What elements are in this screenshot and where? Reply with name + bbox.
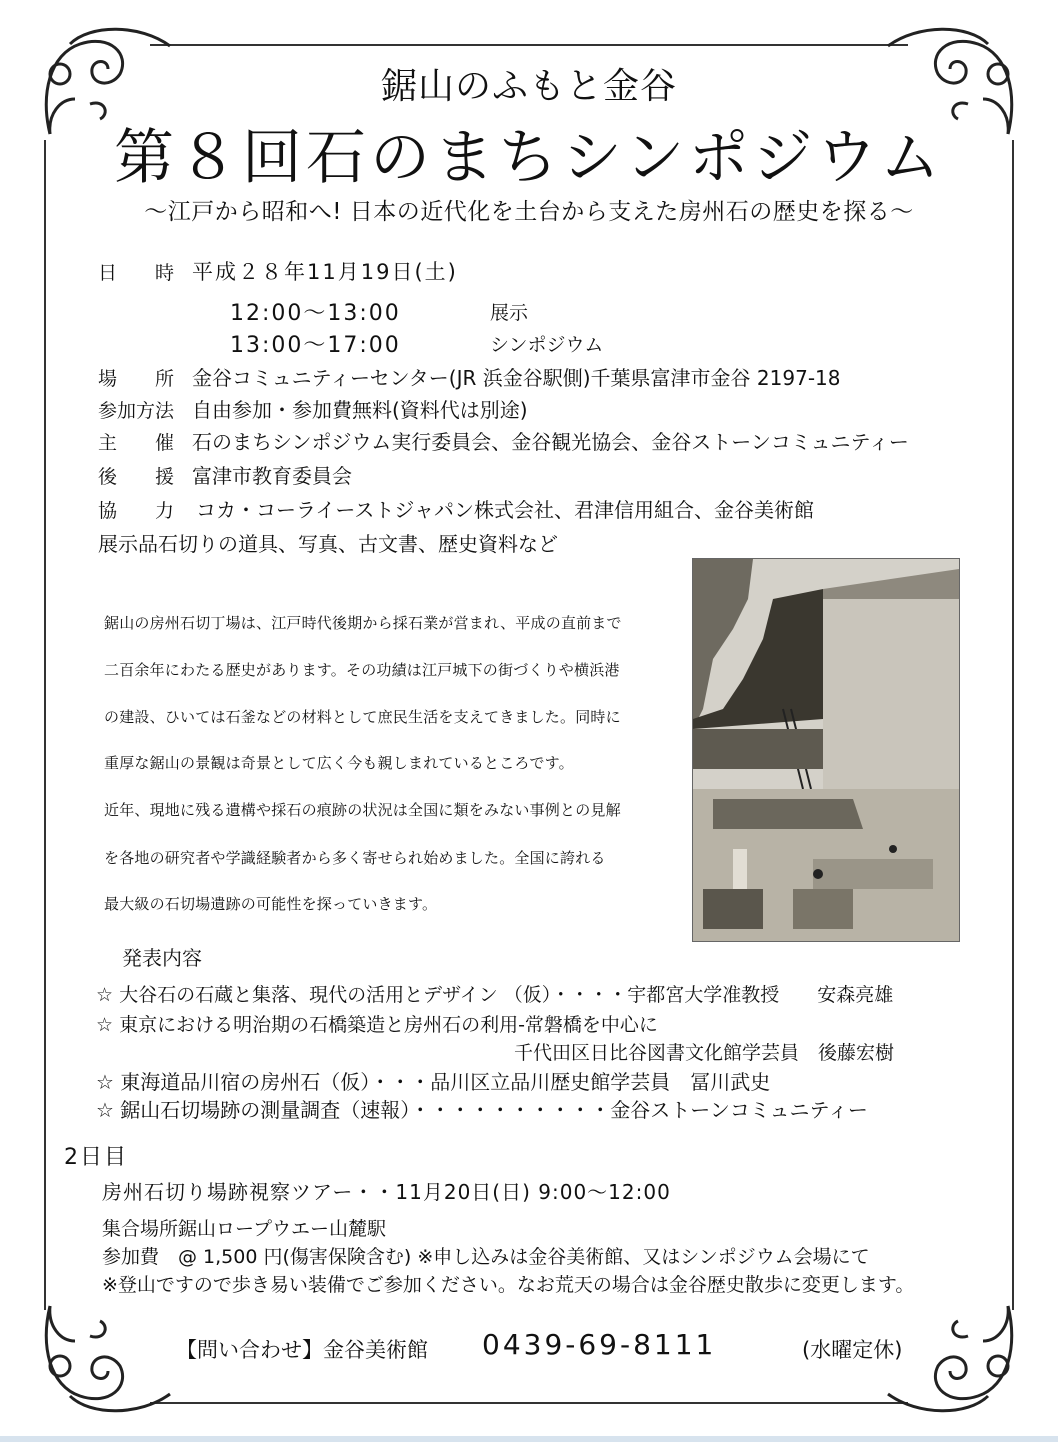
presentation-item-2-speaker: 千代田区日比谷図書文化館学芸員 後藤宏樹 xyxy=(514,1042,895,1064)
place-value: 金谷コミュニティーセンター(JR 浜金谷駅側)千葉県富津市金谷 2197-18 xyxy=(192,366,841,390)
event-subtitle: 鋸山のふもと金谷 xyxy=(380,66,677,107)
description-line-4: 重厚な鋸山の景観は奇景として広く今も親しまれているところです。 xyxy=(104,754,574,772)
coop-label: 協 力 xyxy=(98,500,175,522)
description-line-6: を各地の研究者や学識経験者から多く寄せられ始めました。全国に誇れる xyxy=(104,849,606,867)
contact-closed: (水曜定休) xyxy=(802,1338,903,1362)
date-label: 日 時 xyxy=(98,262,175,284)
presentation-item-1: ☆ 大谷石の石蔵と集落、現代の活用とデザイン （仮）・・・・宇都宮大学准教授 安森亮雄 xyxy=(96,984,894,1006)
frame-top-line xyxy=(150,44,908,46)
support-label: 後 援 xyxy=(98,466,175,488)
description-line-1: 鋸山の房州石切丁場は、江戸時代後期から採石業が営まれ、平成の直前まで xyxy=(104,614,622,632)
schedule-event-1: 展示 xyxy=(490,302,529,324)
schedule-time-2: 13:00〜17:00 xyxy=(230,333,401,358)
day2-fee: 参加費 @ 1,500 円(傷害保険含む) ※申し込みは金谷美術館、又はシンポジウム会場にて xyxy=(102,1246,870,1268)
corner-ornament-bottom-left xyxy=(30,1296,180,1426)
support-value: 富津市教育委員会 xyxy=(192,464,352,488)
day2-note: ※登山ですので歩き易い装備でご参加ください。なお荒天の場合は金谷歴史散歩に変更します。 xyxy=(102,1274,915,1296)
host-value: 石のまちシンポジウム実行委員会、金谷観光協会、金谷ストーンコミュニティー xyxy=(192,430,909,454)
presentation-item-3: ☆ 東海道品川宿の房州石（仮）・・・品川区立品川歴史館学芸員 冨川武史 xyxy=(96,1070,771,1094)
frame-right-line xyxy=(1012,140,1014,1310)
description-line-3: の建設、ひいては石釜などの材料として庶民生活を支えてきました。同時に xyxy=(104,708,621,726)
coop-value: コカ・コーライーストジャパン株式会社、君津信用組合、金谷美術館 xyxy=(196,498,814,522)
day2-heading: 2日目 xyxy=(64,1145,128,1170)
schedule-time-1: 12:00〜13:00 xyxy=(230,301,401,326)
day2-meeting: 集合場所鋸山ロープウエー山麓駅 xyxy=(102,1218,387,1240)
presentations-heading: 発表内容 xyxy=(122,946,202,970)
date-value: 平成２８年11月19日(土) xyxy=(192,260,458,284)
presentation-item-4: ☆ 鋸山石切場跡の測量調査（速報）・・・・・・・・・・金谷ストーンコミュニティー xyxy=(96,1098,868,1122)
event-tagline: 〜江戸から昭和へ! 日本の近代化を土台から支えた房州石の歴史を探る〜 xyxy=(144,199,914,225)
host-label: 主 催 xyxy=(98,432,175,454)
place-label: 場 所 xyxy=(98,368,175,390)
description-line-2: 二百余年にわたる歴史があります。その功績は江戸城下の街づくりや横浜港 xyxy=(104,661,620,679)
event-title: 第８回石のまちシンポジウム xyxy=(114,123,944,193)
description-line-5: 近年、現地に残る遺構や採石の痕跡の状況は全国に類をみない事例との見解 xyxy=(104,801,621,819)
presentation-item-2: ☆ 東京における明治期の石橋築造と房州石の利用-常磐橋を中心に xyxy=(96,1014,658,1036)
method-value: 自由参加・参加費無料(資料代は別途) xyxy=(192,398,528,422)
contact-phone: 0439-69-8111 xyxy=(482,1328,717,1361)
day2-tour: 房州石切り場跡視察ツアー・・11月20日(日) 9:00〜12:00 xyxy=(102,1180,671,1204)
exhibits-text: 展示品石切りの道具、写真、古文書、歴史資料など xyxy=(98,532,558,556)
method-label: 参加方法 xyxy=(98,400,175,422)
frame-left-line xyxy=(44,140,46,1310)
quarry-photo xyxy=(692,558,960,942)
contact-label: 【問い合わせ】金谷美術館 xyxy=(176,1338,428,1362)
bottom-edge-bar xyxy=(0,1436,1058,1442)
description-line-7: 最大級の石切場遺跡の可能性を探っていきます。 xyxy=(104,895,438,913)
schedule-event-2: シンポジウム xyxy=(490,334,604,356)
frame-bottom-line xyxy=(150,1402,908,1404)
